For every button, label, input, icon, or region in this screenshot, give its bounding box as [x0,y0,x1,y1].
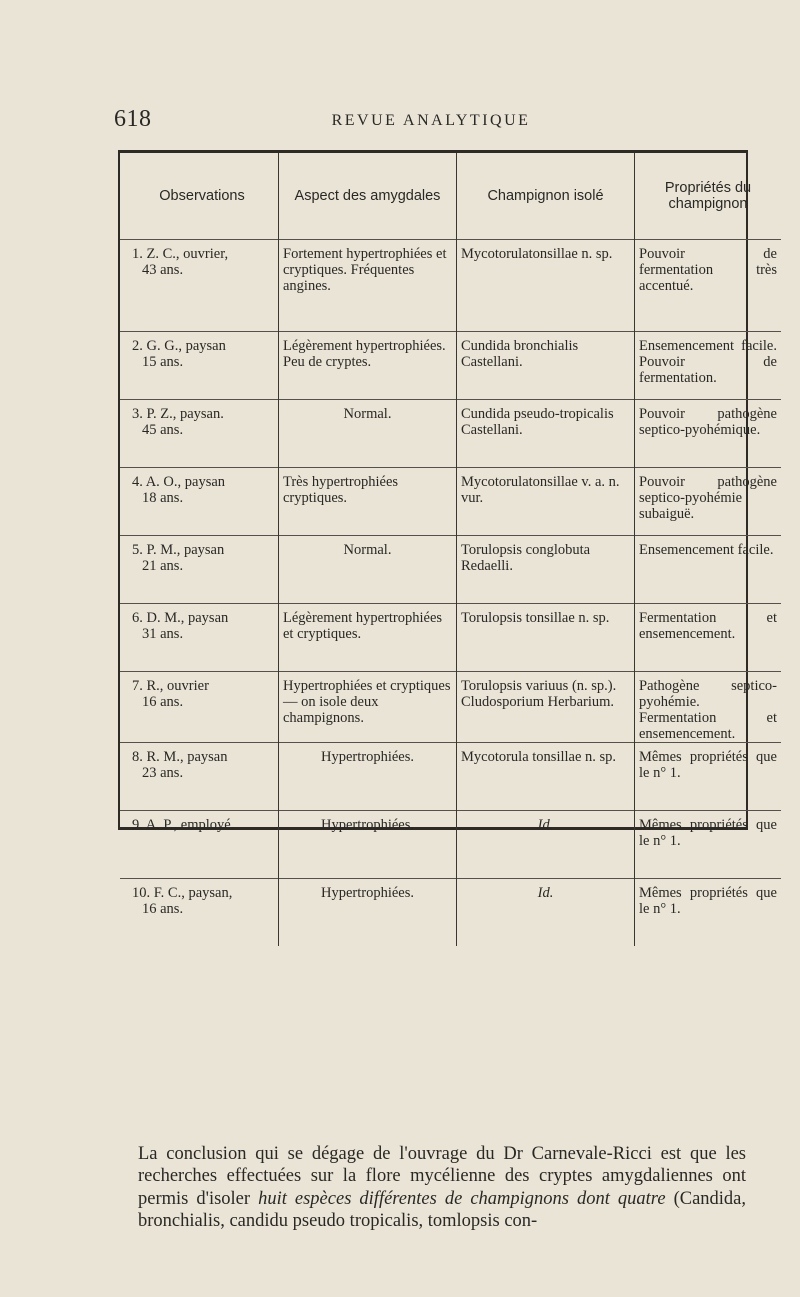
fungus-cell: Mycotorulatonsillae n. sp. [457,240,635,332]
observation-cell: 10. F. C., paysan, 16 ans. [120,879,279,947]
observation-cell: 3. P. Z., paysan. 45 ans. [120,400,279,468]
observation-cell: 8. R. M., paysan 23 ans. [120,743,279,811]
observations-grid [120,153,781,946]
tonsil-aspect-cell: Légèrement hypertrophiées et cryptiques. [279,604,457,672]
tonsil-aspect-cell: Normal. [279,536,457,604]
properties-cell: Mêmes propriétés que le n° 1. [635,879,782,947]
table-row [120,672,781,743]
table-row [120,468,781,536]
properties-cell: Mêmes propriétés que le n° 1. [635,811,782,879]
observation-cell: 2. G. G., paysan 15 ans. [120,332,279,400]
observation-cell: 4. A. O., paysan 18 ans. [120,468,279,536]
tonsil-aspect-cell: Très hypertrophiées cryptiques. [279,468,457,536]
properties-cell: Mêmes propriétés que le n° 1. [635,743,782,811]
page-header [114,106,748,136]
table-row [120,400,781,468]
observation-cell: 7. R., ouvrier 16 ans. [120,672,279,743]
fungus-cell: Torulopsis conglobuta Redaelli. [457,536,635,604]
table-row [120,604,781,672]
column-header: Propriétés du champignon [635,153,782,240]
fungus-cell: Mycotorula tonsillae n. sp. [457,743,635,811]
fungus-cell: Torulopsis tonsillae n. sp. [457,604,635,672]
tonsil-aspect-cell: Hypertrophiées. [279,811,457,879]
properties-cell: Fermentation et ensemencement. [635,604,782,672]
table-header-row [120,153,781,240]
tonsil-aspect-cell: Fortement hypertrophiées et cryptiques. Fréquentes angines. [279,240,457,332]
fungus-cell: Id. [457,811,635,879]
table-row [120,811,781,879]
table-row [120,536,781,604]
conclusion-emphasis: huit espèces différentes de champignons dont quatre [258,1188,666,1209]
column-header: Observations [159,188,245,204]
observation-cell: 9. A. P., employé. [120,811,279,879]
tonsil-aspect-cell: Hypertrophiées et cryptiques — on isole deux champignons. [279,672,457,743]
column-header: Aspect des amygdales [279,153,457,240]
table-row [120,879,781,947]
properties-cell: Pathogène septico-pyohémie. Fermentation et ensemencement. [635,672,782,743]
running-title: REVUE ANALYTIQUE [331,112,531,129]
properties-cell: Ensemencement facile. Pouvoir de fermentation. [635,332,782,400]
table-row [120,743,781,811]
fungus-cell: Cundida bronchialis Castellani. [457,332,635,400]
observation-cell: 1. Z. C., ouvrier, 43 ans. [120,240,279,332]
observation-cell: 6. D. M., paysan 31 ans. [120,604,279,672]
conclusion-paragraph: La conclusion qui se dégage de l'ouvrage du Dr Carnevale-Ricci est que les recherches effectuées sur la flore mycélienne des cryptes amygdaliennes ont permis d'isoler huit espèces différentes de champignons dont quatre (Candida, bronchialis, candidu pseudo tropicalis, tomlopsis con- [138,1143,747,1231]
fungus-cell: Id. [457,879,635,947]
properties-cell: Pouvoir pathogène septico-pyohémique. [635,400,782,468]
column-header: Champignon isolé [457,153,635,240]
properties-cell: Ensemencement facile. [635,536,782,604]
observations-table [118,150,777,917]
properties-cell: Pouvoir pathogène septico-pyohémie subaiguë. [635,468,782,536]
properties-cell: Pouvoir de fermentation très accentué. [635,240,782,332]
fungus-cell: Mycotorulatonsillae v. a. n. vur. [457,468,635,536]
tonsil-aspect-cell: Hypertrophiées. [279,879,457,947]
tonsil-aspect-cell: Légèrement hypertrophiées. Peu de cryptes. [279,332,457,400]
table-row [120,332,781,400]
page-number: 618 [114,106,152,132]
tonsil-aspect-cell: Normal. [279,400,457,468]
table-row [120,240,781,332]
tonsil-aspect-cell: Hypertrophiées. [279,743,457,811]
fungus-cell: Cundida pseudo-tropicalis Castellani. [457,400,635,468]
observation-cell: 5. P. M., paysan 21 ans. [120,536,279,604]
fungus-cell: Torulopsis variuus (n. sp.). Cludosporium Herbarium. [457,672,635,743]
